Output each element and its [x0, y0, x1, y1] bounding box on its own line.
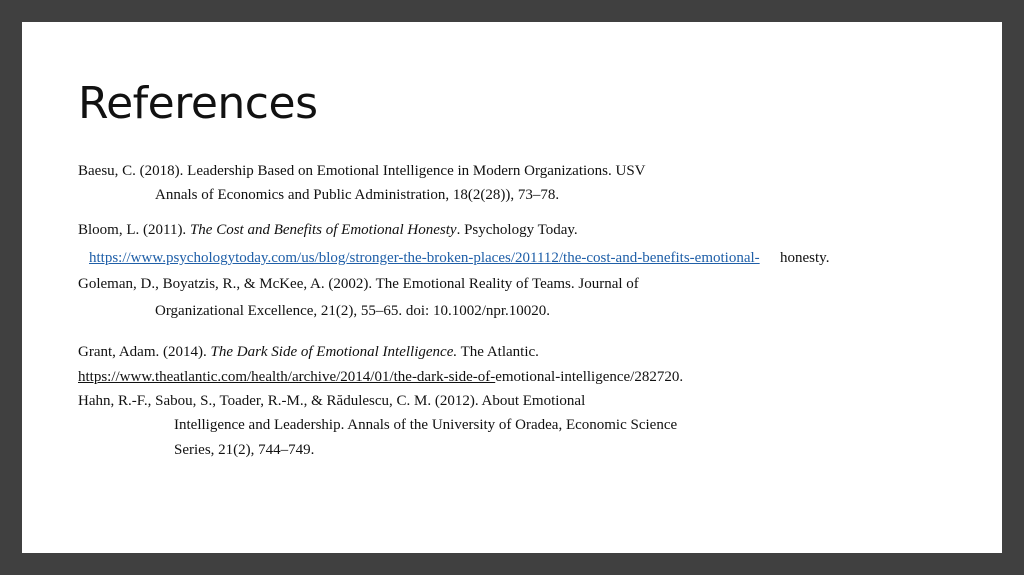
slide-title: References [78, 78, 318, 129]
slide [22, 22, 1002, 553]
reference-hahn-line-1: Hahn, R.-F., Sabou, S., Toader, R.-M., & Rădulescu, C. M. (2012). About Emotional [78, 393, 586, 409]
reference-grant-url-tail: emotional-intelligence/282720. [495, 369, 684, 385]
reference-baesu-line-1: Baesu, C. (2018). Leadership Based on Emotional Intelligence in Modern Organizations. USV [78, 163, 646, 179]
reference-hahn-line-3: Series, 21(2), 744–749. [174, 442, 315, 458]
reference-grant-author: Grant, Adam. (2014). [78, 344, 211, 360]
reference-bloom-title: The Cost and Benefits of Emotional Honesty [189, 222, 457, 238]
reference-bloom-author: Bloom, L. (2011). [78, 222, 190, 238]
reference-goleman-line-1: Goleman, D., Boyatzis, R., & McKee, A. (2002). The Emotional Reality of Teams. Journal of [78, 276, 639, 292]
reference-bloom-source: . Psychology Today. [456, 222, 578, 238]
reference-goleman-line-2: Organizational Excellence, 21(2), 55–65. doi: 10.1002/npr.10020. [155, 303, 551, 319]
reference-baesu-line-2: Annals of Economics and Public Administration, 18(2(28)), 73–78. [155, 187, 560, 203]
reference-grant-source: The Atlantic. [457, 344, 539, 360]
reference-grant-line-1 [78, 344, 539, 361]
reference-hahn-line-2: Intelligence and Leadership. Annals of the University of Oradea, Economic Science [174, 417, 678, 433]
reference-bloom-line-2 [89, 250, 760, 267]
reference-bloom-line-1 [78, 222, 578, 239]
reference-bloom-url-link[interactable]: https://www.psychologytoday.com/us/blog/stronger-the-broken-places/201112/the-cost-and-benefits-emotional- [89, 250, 760, 266]
reference-grant-line-2 [78, 369, 683, 386]
reference-grant-url-link[interactable]: https://www.theatlantic.com/health/archive/2014/01/the-dark-side-of- [78, 369, 496, 385]
reference-bloom-url-tail: honesty. [780, 250, 830, 266]
reference-grant-title: The Dark Side of Emotional Intelligence. [210, 344, 458, 360]
